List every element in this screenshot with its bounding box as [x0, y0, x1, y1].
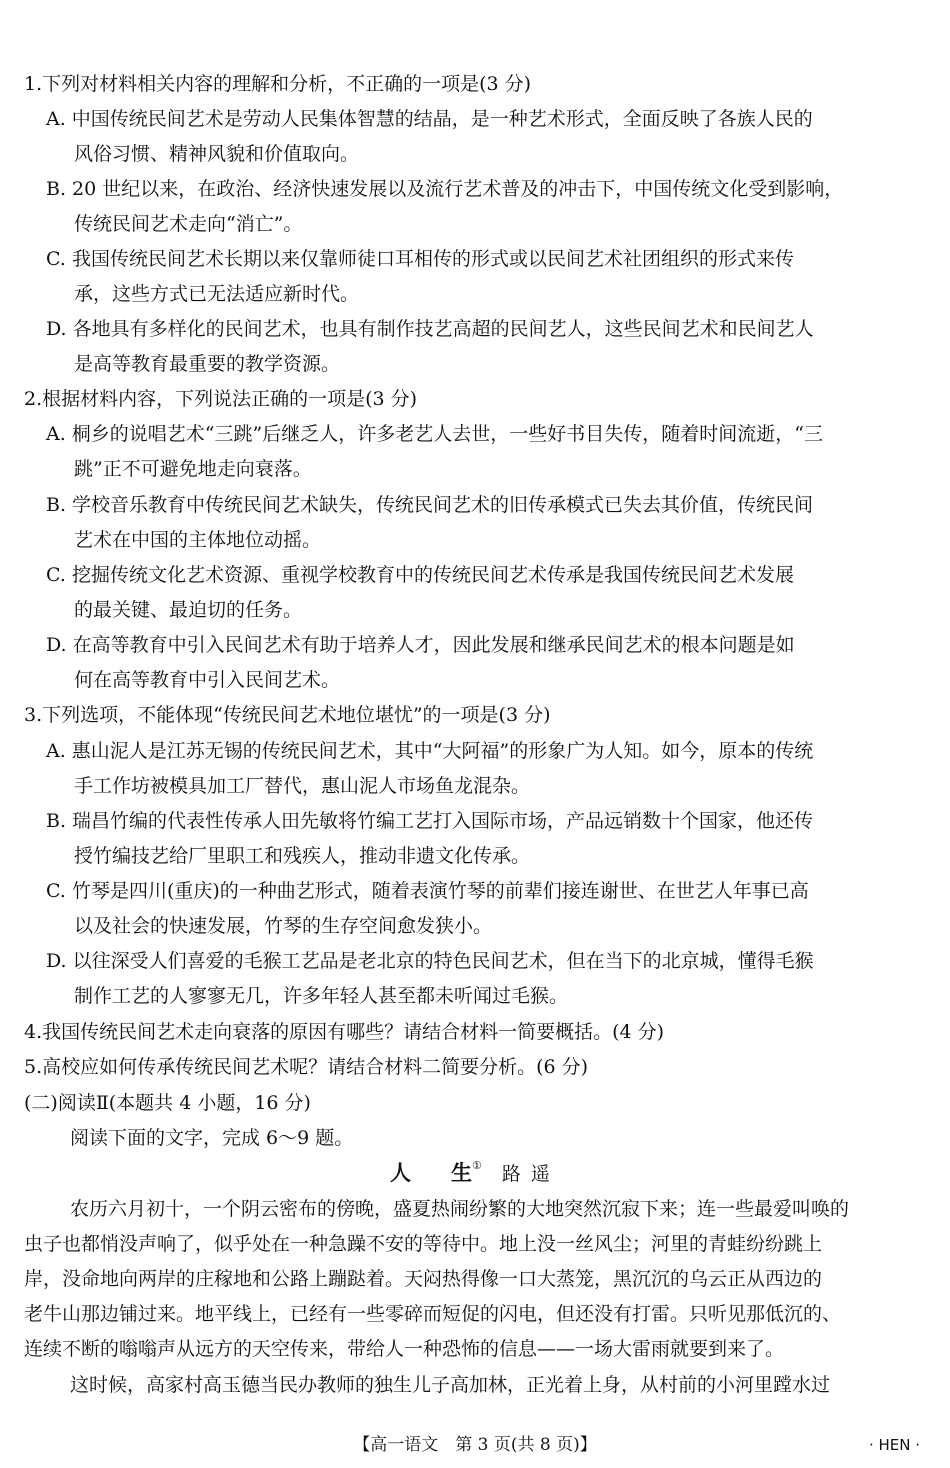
option-text: 跳”正不可避免地走向衰落。 [74, 458, 312, 480]
question-3-option-d[interactable] [46, 944, 928, 1014]
option-text: C. 挖掘传统文化艺术资源、重视学校教育中的传统民间艺术传承是我国传统民间艺术发展 [46, 564, 794, 586]
story-title [0, 1157, 950, 1190]
passage-paragraph-1 [24, 1192, 928, 1367]
passage-line: 农历六月初十，一个阴云密布的傍晚，盛夏热闹纷繁的大地突然沉寂下来；连一些最爱叫唤的 [70, 1198, 850, 1220]
option-text: A. 桐乡的说唱艺术“三跳”后继乏人，许多老艺人去世，一些好书目失传，随着时间流逝，“三 [46, 423, 823, 445]
option-text: B. 学校音乐教育中传统民间艺术缺失，传统民间艺术的旧传承模式已失去其价值，传统民间 [46, 494, 814, 516]
question-1-option-b[interactable] [46, 172, 928, 242]
option-text: B. 20 世纪以来，在政治、经济快速发展以及流行艺术普及的冲击下，中国传统文化受到影响， [46, 178, 844, 200]
option-text: 以及社会的快速发展，竹琴的生存空间愈发狭小。 [74, 915, 493, 937]
option-text: 风俗习惯、精神风貌和价值取向。 [74, 143, 360, 165]
question-2-option-c[interactable] [46, 558, 928, 628]
passage-line: 这时候，高家村高玉德当民办教师的独生儿子高加林，正光着上身，从村前的小河里蹚水过 [70, 1374, 831, 1396]
footnote-marker: ① [472, 1159, 482, 1172]
option-text: 是高等教育最重要的教学资源。 [74, 353, 341, 375]
question-5: 5.高校应如何传承传统民间艺术呢？请结合材料二简要分析。(6 分) [24, 1056, 589, 1078]
option-text: 承，这些方式已无法适应新时代。 [74, 283, 360, 305]
question-1-option-d[interactable] [46, 312, 928, 382]
passage-line: 连续不断的嗡嗡声从远方的天空传来，带给人一种恐怖的信息——一场大雷雨就要到来了。 [24, 1338, 785, 1360]
option-text: 授竹编技艺给厂里职工和残疾人，推动非遗文化传承。 [74, 845, 531, 867]
option-text: 制作工艺的人寥寥无几，许多年轻人甚至都未听闻过毛猴。 [74, 985, 569, 1007]
option-text: A. 惠山泥人是江苏无锡的传统民间艺术，其中“大阿福”的形象广为人知。如今，原本的传统 [46, 740, 814, 762]
story-author: 路遥 [501, 1163, 560, 1185]
footer-page-info: 【高一语文 第 3 页(共 8 页)】 [353, 1435, 597, 1455]
passage-line: 老牛山那边铺过来。地平线上，已经有一些零碎而短促的闪电，但还没有打雷。只听见那低沉的、 [24, 1303, 842, 1325]
question-2-option-a[interactable] [46, 417, 928, 487]
question-2-option-d[interactable] [46, 628, 928, 698]
question-3-option-b[interactable] [46, 804, 928, 874]
section-2-heading: (二)阅读Ⅱ(本题共 4 小题，16 分) [24, 1092, 311, 1114]
option-text: D. 在高等教育中引入民间艺术有助于培养人才，因此发展和继承民间艺术的根本问题是如 [46, 634, 795, 656]
option-text: C. 我国传统民间艺术长期以来仅靠师徒口耳相传的形式或以民间艺术社团组织的形式来传 [46, 248, 794, 270]
page-footer [0, 1432, 950, 1458]
option-text: 的最关键、最迫切的任务。 [74, 599, 303, 621]
question-1-option-c[interactable] [46, 242, 928, 312]
passage-line: 虫子也都悄没声响了，似乎处在一种急躁不安的等待中。地上没一丝风尘；河里的青蛙纷纷跳上 [24, 1233, 823, 1255]
story-title-part1: 人 [390, 1160, 412, 1185]
option-text: C. 竹琴是四川(重庆)的一种曲艺形式，随着表演竹琴的前辈们接连谢世、在世艺人年事已高 [46, 880, 809, 902]
question-2-stem: 2.根据材料内容，下列说法正确的一项是(3 分) [24, 388, 418, 410]
option-text: 何在高等教育中引入民间艺术。 [74, 669, 341, 691]
question-2-option-b[interactable] [46, 488, 928, 558]
option-text: D. 各地具有多样化的民间艺术，也具有制作技艺高超的民间艺人，这些民间艺术和民间艺人 [46, 318, 814, 340]
question-1-stem: 1.下列对材料相关内容的理解和分析，不正确的一项是(3 分) [24, 73, 532, 95]
question-3-stem: 3.下列选项，不能体现“传统民间艺术地位堪忧”的一项是(3 分) [24, 704, 551, 726]
story-title-part2: 生 [451, 1160, 473, 1185]
passage-paragraph-2 [24, 1368, 928, 1403]
option-text: D. 以往深受人们喜爱的毛猴工艺品是老北京的特色民间艺术，但在当下的北京城，懂得毛猴 [46, 950, 814, 972]
question-3-option-a[interactable] [46, 734, 928, 804]
question-4: 4.我国传统民间艺术走向衰落的原因有哪些？请结合材料一简要概括。(4 分) [24, 1021, 665, 1043]
reading-instruction: 阅读下面的文字，完成 6～9 题。 [70, 1127, 354, 1149]
footer-code: · HEN · [868, 1436, 920, 1454]
option-text: 艺术在中国的主体地位动摇。 [74, 529, 322, 551]
option-text: 手工作坊被模具加工厂替代，惠山泥人市场鱼龙混杂。 [74, 775, 531, 797]
option-text: 传统民间艺术走向“消亡”。 [74, 213, 303, 235]
passage-line: 岸，没命地向两岸的庄稼地和公路上蹦跶着。天闷热得像一口大蒸笼，黑沉沉的乌云正从西边的 [24, 1268, 823, 1290]
option-text: B. 瑞昌竹编的代表性传承人田先敏将竹编工艺打入国际市场，产品远销数十个国家，他还传 [46, 810, 814, 832]
question-3-option-c[interactable] [46, 874, 928, 944]
question-1-option-a[interactable] [46, 102, 928, 172]
option-text: A. 中国传统民间艺术是劳动人民集体智慧的结晶，是一种艺术形式，全面反映了各族人民的 [46, 108, 813, 130]
